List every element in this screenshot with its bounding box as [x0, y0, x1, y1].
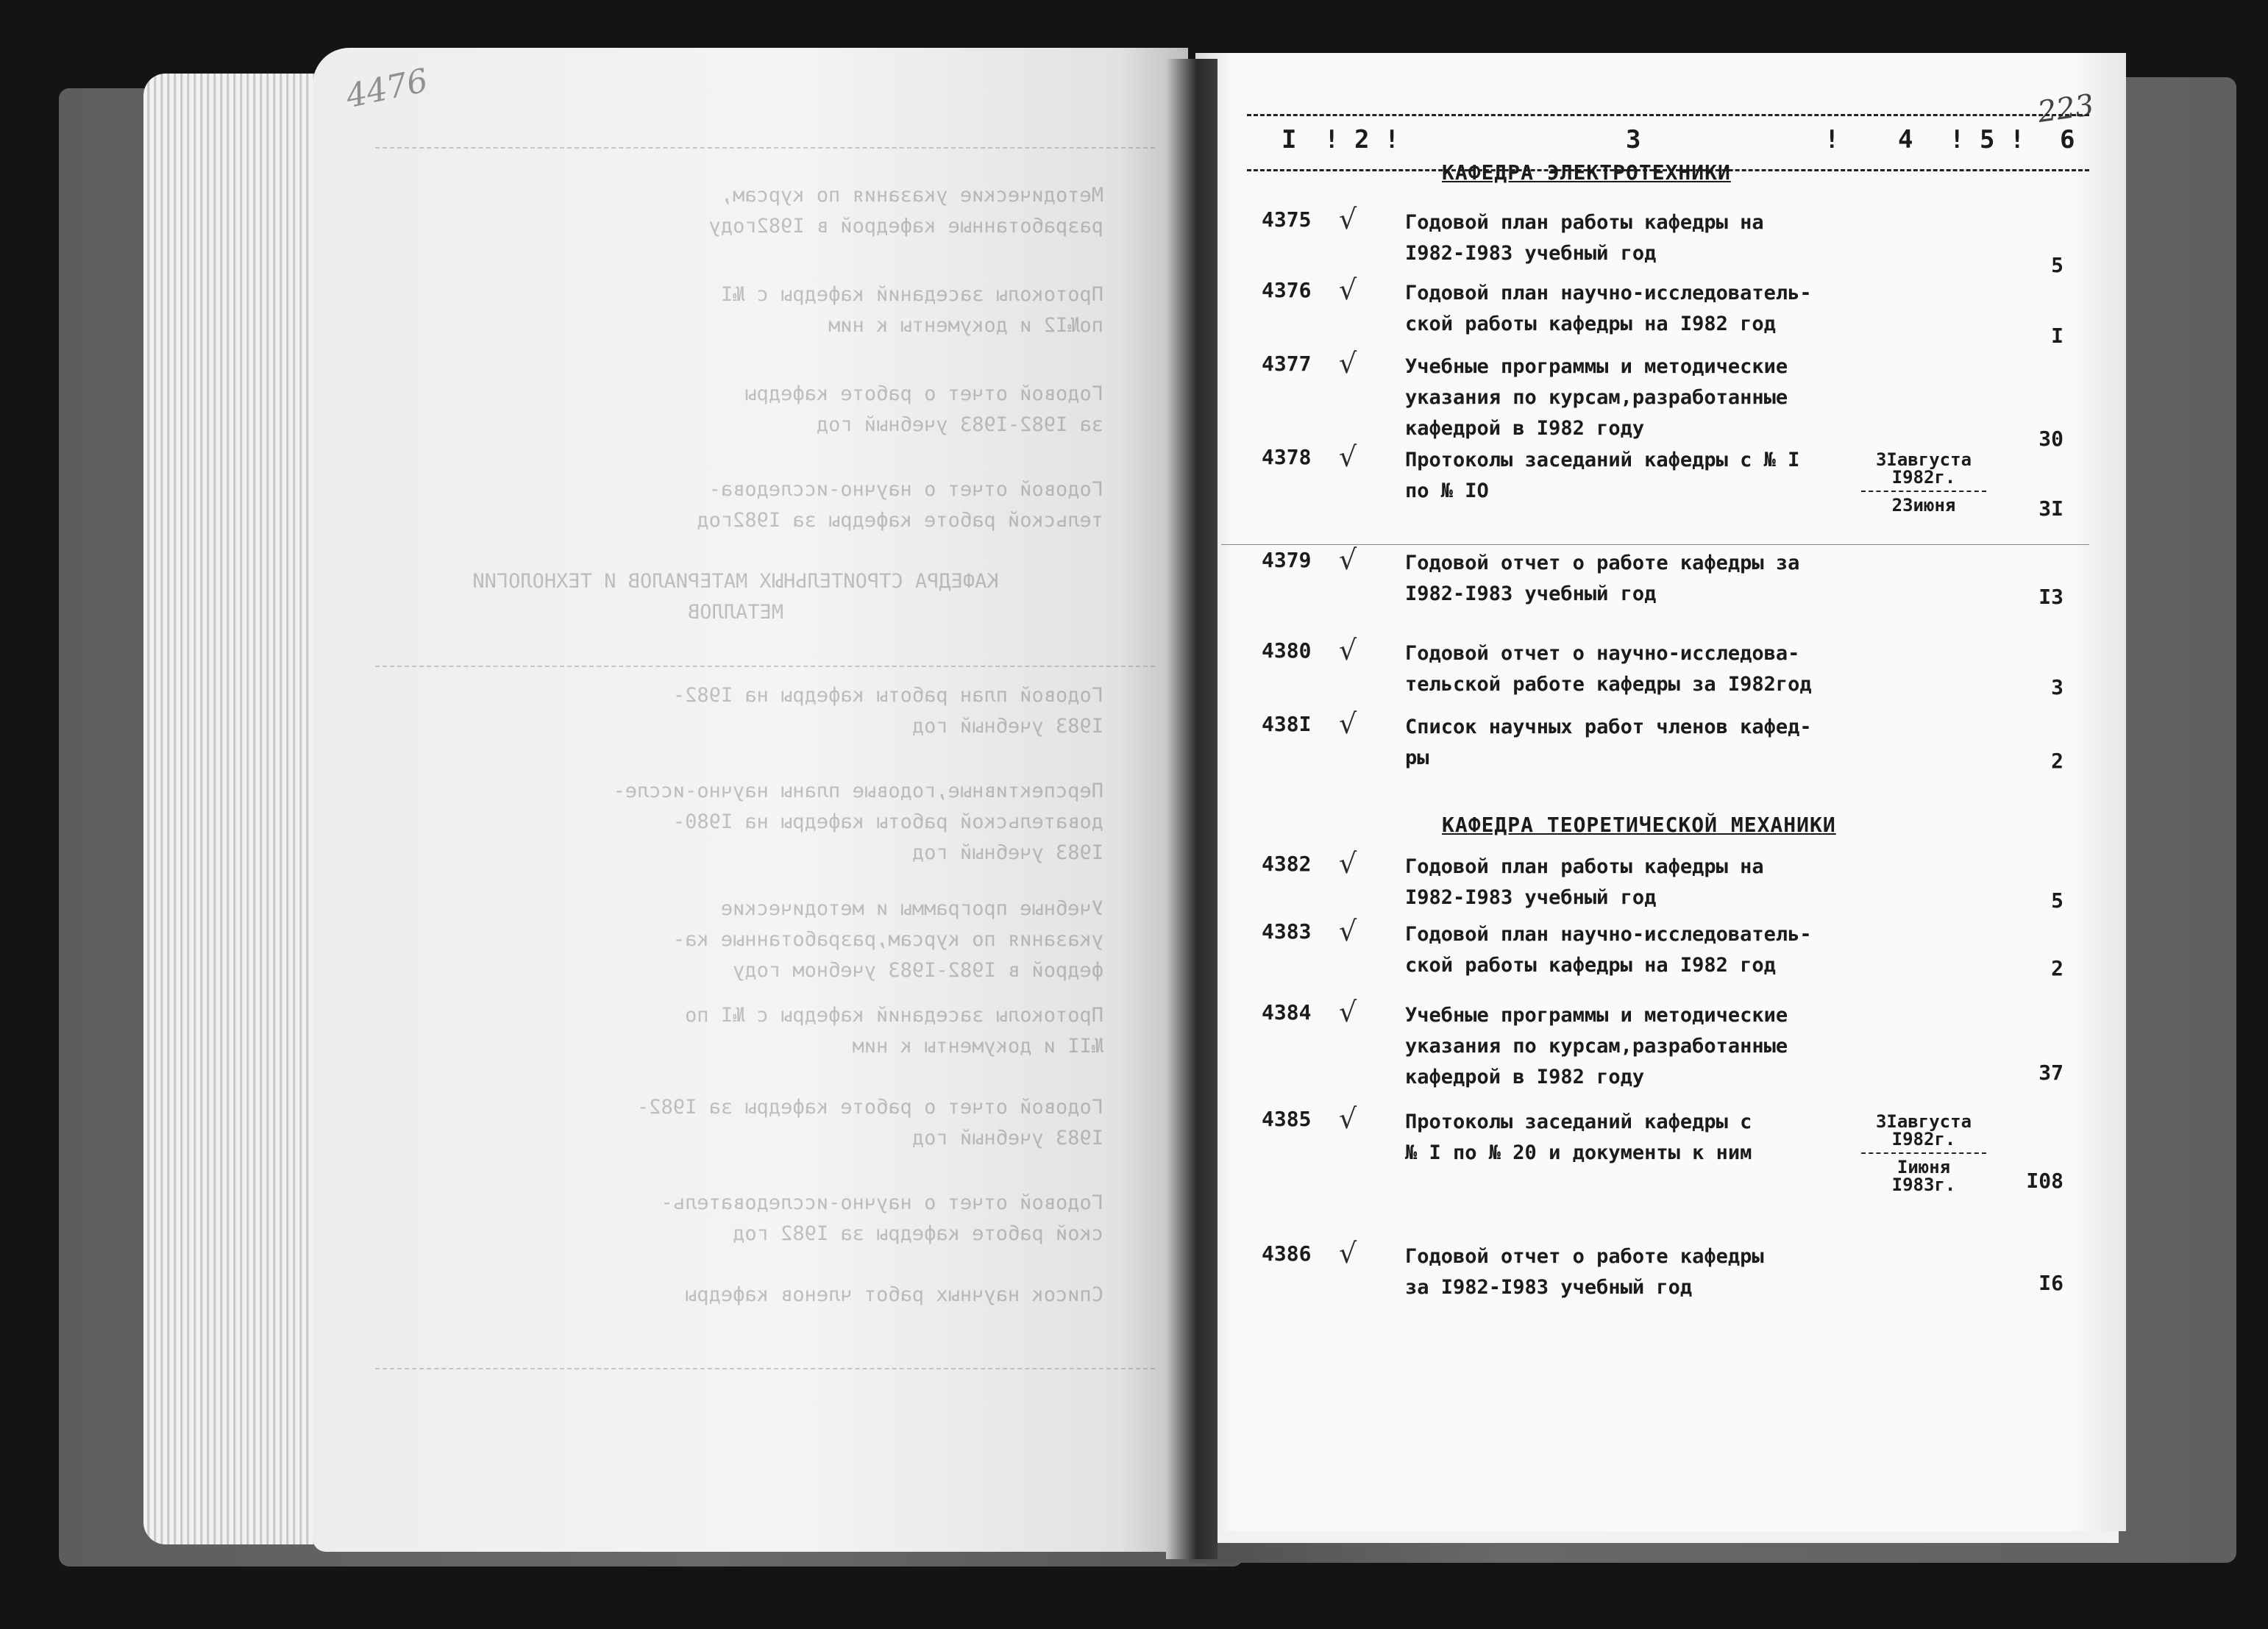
- entry-number: 4376: [1262, 278, 1312, 302]
- sheet-count: 30: [2038, 427, 2063, 451]
- entry-number: 4375: [1262, 207, 1312, 232]
- ghost-rule: [375, 147, 1155, 149]
- sheet-count: 3: [2051, 675, 2063, 699]
- ghost-text: Годовой отчет о научно-исследователь- ской работе кафедры за I982 год: [661, 1191, 1103, 1245]
- checkmark-icon: √: [1339, 847, 1357, 880]
- header-rule-top: [1247, 114, 2089, 116]
- inventory-entry: [1251, 543, 2104, 651]
- ghost-text: Годовой отчет о работе кафедры за I982- I983 учебный год: [637, 1096, 1103, 1149]
- inventory-entry: [1251, 996, 2104, 1103]
- entry-title: Учебные программы и методические указания по курсам,разработанные кафедрой в I982 году: [1405, 355, 1788, 440]
- sheet-count: I6: [2038, 1271, 2063, 1295]
- ghost-text: Протоколы заседаний кафедры с №I по№I2 и документы к ним: [720, 283, 1103, 337]
- checkmark-icon: √: [1339, 274, 1357, 306]
- date-end: 23июня: [1891, 495, 1956, 516]
- entry-number: 4385: [1262, 1107, 1312, 1131]
- inventory-entry: [1251, 347, 2104, 455]
- entry-number: 4379: [1262, 548, 1312, 572]
- entry-title: Годовой план научно-исследователь- ской работы кафедры на I982 год: [1405, 282, 1812, 335]
- ghost-text: Учебные программы и методические указания по курсам,разработанные ка- федрой в I982-I983 учебном году: [672, 897, 1103, 982]
- book-gutter: [1166, 59, 1217, 1559]
- entry-number: 4386: [1262, 1241, 1312, 1266]
- ghost-rule: [375, 1368, 1155, 1369]
- date-divider: [1861, 491, 1986, 492]
- checkmark-icon: √: [1339, 707, 1357, 740]
- inventory-entry: [1251, 441, 2104, 548]
- column-header-5: ! 5 !: [1949, 125, 2025, 154]
- date-start: 3Iавгуста I982г.: [1875, 1111, 1972, 1149]
- ghost-text: Годовой отчет о научно-исследова- тельской работе кафедры за I982год: [697, 478, 1103, 532]
- date-end: Iиюня I983г.: [1891, 1157, 1956, 1195]
- sheet-count: I3: [2038, 585, 2063, 609]
- ghost-text: Годовой план работы кафедры на I982- I983 учебный год: [672, 684, 1103, 738]
- sheet-count: 5: [2051, 888, 2063, 913]
- date-divider: [1861, 1152, 1986, 1154]
- checkmark-icon: √: [1339, 1237, 1357, 1269]
- entry-number: 4377: [1262, 352, 1312, 376]
- column-header-divider: !: [1824, 125, 1840, 154]
- column-header-2: ! 2 !: [1324, 125, 1400, 154]
- ghost-text: КАФЕДРА СТРОИТЕЛЬНЫХ МАТЕРИАЛОВ И ТЕХНОЛОГИИ МЕТАЛЛОВ: [472, 570, 999, 624]
- column-header-3: 3: [1626, 125, 1641, 154]
- entry-number: 4384: [1262, 1000, 1312, 1024]
- sheet-count: I08: [2026, 1169, 2063, 1193]
- checkmark-icon: √: [1339, 915, 1357, 947]
- entry-title: Годовой план работы кафедры на I982-I983 учебный год: [1405, 211, 1764, 265]
- entry-title: Годовой отчет о работе кафедры за I982-I983 учебный год: [1405, 1245, 1764, 1299]
- entry-number: 4383: [1262, 919, 1312, 944]
- checkmark-icon: √: [1339, 634, 1357, 666]
- entry-title: Годовой отчет о научно-исследова- тельской работе кафедры за I982год: [1405, 642, 1812, 696]
- entry-title: Годовой план работы кафедры на I982-I983 учебный год: [1405, 855, 1764, 909]
- entry-number: 438I: [1262, 712, 1312, 736]
- entry-title: Протоколы заседаний кафедры с № I по № IO: [1405, 449, 1800, 502]
- checkmark-icon: √: [1339, 996, 1357, 1028]
- sheet-count: 37: [2038, 1061, 2063, 1085]
- page-number: 223: [2036, 88, 2097, 130]
- column-header-6: 6: [2060, 125, 2075, 154]
- sheet-count: I: [2051, 324, 2063, 348]
- left-page-bleed-through: [338, 110, 1170, 1493]
- ghost-text: Методические указания по курсам, разработанные кафедрой в I982году: [708, 184, 1103, 238]
- checkmark-icon: √: [1339, 441, 1357, 473]
- checkmark-icon: √: [1339, 203, 1357, 235]
- entry-number: 4380: [1262, 638, 1312, 663]
- entry-title: Годовой отчет о работе кафедры за I982-I983 учебный год: [1405, 552, 1800, 605]
- column-header-4: 4: [1898, 125, 1913, 154]
- sheet-count: 3I: [2038, 496, 2063, 521]
- entry-number: 4378: [1262, 445, 1312, 469]
- section-heading: КАФЕДРА ЭЛЕКТРОТЕХНИКИ: [1442, 160, 1731, 185]
- inventory-entry: [1251, 1102, 2104, 1210]
- ghost-text: Годовой отчет о работе кафедры за I982-I983 учебный год: [744, 382, 1103, 436]
- inventory-entry: [1251, 707, 2104, 815]
- date-start: 3Iавгуста I982г.: [1875, 449, 1972, 488]
- section-heading: КАФЕДРА ТЕОРЕТИЧЕСКОЙ МЕХАНИКИ: [1442, 813, 1836, 837]
- checkmark-icon: √: [1339, 347, 1357, 379]
- entry-title: Учебные программы и методические указания по курсам,разработанные кафедрой в I982 году: [1405, 1004, 1788, 1088]
- ghost-text: Протоколы заседаний кафедры с №I по №II и документы к ним: [685, 1004, 1103, 1058]
- ghost-text: Перспективные,годовые планы научно-иссле- довательской работы кафедры на I980- I983 учебный год: [613, 780, 1103, 864]
- entry-title: Список научных работ членов кафед- ры: [1405, 716, 1812, 769]
- checkmark-icon: √: [1339, 1102, 1357, 1135]
- ghost-rule: [375, 666, 1155, 667]
- sheet-count: 2: [2051, 956, 2063, 980]
- left-page-mark: 4476: [342, 61, 432, 116]
- page-stack: [143, 74, 335, 1544]
- sheet-count: 2: [2051, 749, 2063, 773]
- entry-title: Годовой план научно-исследователь- ской работы кафедры на I982 год: [1405, 923, 1812, 977]
- inventory-entry: [1251, 1237, 2104, 1344]
- column-header-1: I: [1281, 125, 1297, 154]
- ghost-text: Список научных работ членов кафедры: [685, 1283, 1103, 1306]
- checkmark-icon: √: [1339, 543, 1357, 576]
- sheet-count: 5: [2051, 253, 2063, 277]
- entry-title: Протоколы заседаний кафедры с № I по № 20 и документы к ним: [1405, 1111, 1752, 1164]
- entry-number: 4382: [1262, 852, 1312, 876]
